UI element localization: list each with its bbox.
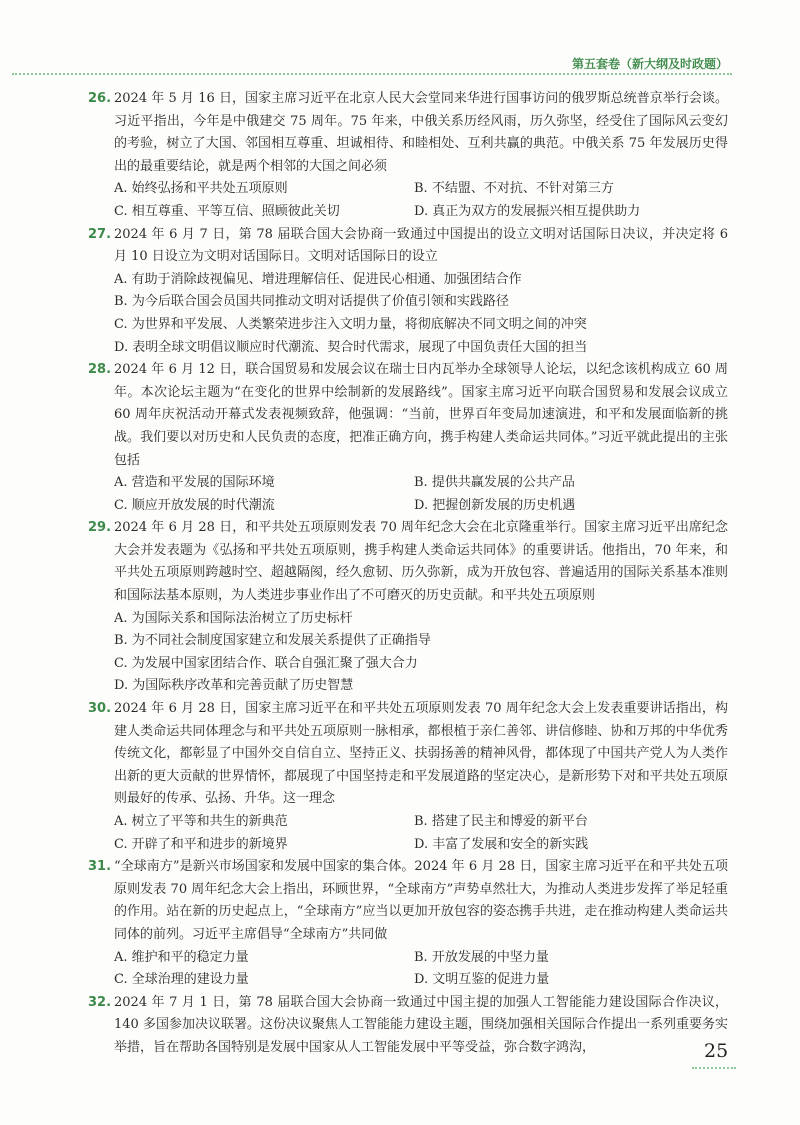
option-b[interactable]: B. 为今后联合国会员国共同推动文明对话提供了价值引领和实践路径 — [114, 294, 509, 310]
option-d[interactable]: D. 文明互鉴的促进力量 — [414, 972, 550, 988]
question-text: 2024 年 6 月 28 日，国家主席习近平在和平共处五项原则发表 70 周年纪念大会上发表重要讲话指出，构建人类命运共同体理念与和平共处五项原则一脉相承，都根植于亲仁善邻、讲信修睦、协和万邦的中华优秀传统文化，都彰显了中国外交自信自立、坚持正义、扶弱扬善的精神风骨，都体现了中国共产党人为人类作出新的更大贡献的世界情怀，都展现了中国坚持走和平发展道路的坚定决心，是新形势下对和平共处五项原则最好的传承、弘扬、升华。这一理念 — [114, 701, 728, 807]
page-number: 25 — [704, 1040, 729, 1062]
options — [88, 178, 728, 223]
question-number: 31. — [88, 859, 112, 875]
option-a[interactable]: A. 营造和平发展的国际环境 — [114, 475, 275, 491]
option-c[interactable]: C. 全球治理的建设力量 — [114, 972, 249, 988]
option-b[interactable]: B. 不结盟、不对抗、不针对第三方 — [414, 181, 614, 197]
option-a[interactable]: A. 树立了平等和共生的新典范 — [114, 814, 288, 829]
question-number: 29. — [88, 520, 112, 536]
question-text: 2024 年 6 月 28 日，和平共处五项原则发表 70 周年纪念大会在北京隆重举行。国家主席习近平出席纪念大会并发表题为《弘扬和平共处五项原则，携手构建人类命运共同体》的重要讲话。他指出，70 年来，和平共处五项原则跨越时空、超越隔阂，经久愈韧、历久弥新，成为开放包容、普遍适用的国际关系基本准则和国际法基本原则，为人类进步事业作出了不可磨灭的历史贡献。和平共处五项原则 — [114, 520, 728, 604]
question-number: 30. — [88, 701, 112, 717]
option-b[interactable]: B. 为不同社会制度国家建立和发展关系提供了正确指导 — [114, 633, 431, 649]
section-title: 第五套卷（新大纲及时政题） — [571, 57, 728, 71]
question-list — [88, 88, 728, 1060]
option-a[interactable]: A. 有助于消除歧视偏见、增进理解信任、促进民心相通、加强团结合作 — [114, 271, 522, 287]
option-a[interactable]: A. 为国际关系和国际法治树立了历史标杆 — [114, 610, 353, 626]
options — [88, 811, 728, 856]
footer-divider — [692, 1067, 736, 1069]
question-32 — [88, 992, 728, 1060]
option-a[interactable]: A. 始终弘扬和平共处五项原则 — [114, 181, 288, 197]
option-b[interactable]: B. 开放发展的中坚力量 — [414, 949, 549, 965]
options — [88, 269, 728, 359]
option-c[interactable]: C. 为发展中国家团结合作、联合自强汇聚了强大合力 — [114, 655, 418, 671]
option-d[interactable]: D. 为国际秩序改革和完善贡献了历史智慧 — [114, 678, 354, 694]
option-c[interactable]: C. 顺应开放发展的时代潮流 — [114, 497, 275, 513]
question-text: 2024 年 6 月 7 日，第 78 届联合国大会协商一致通过中国提出的设立文明对话国际日决议，并决定将 6 月 10 日设立为文明对话国际日。文明对话国际日的设立 — [114, 226, 728, 265]
question-number: 32. — [88, 994, 112, 1010]
question-27 — [88, 224, 728, 360]
header-divider — [12, 73, 732, 75]
question-number: 27. — [88, 226, 112, 242]
question-26 — [88, 88, 728, 224]
question-30 — [88, 698, 728, 856]
option-d[interactable]: D. 把握创新发展的历史机遇 — [414, 497, 576, 513]
question-number: 28. — [88, 362, 112, 378]
question-number: 26. — [88, 91, 112, 106]
option-c[interactable]: C. 相互尊重、平等互信、照顾彼此关切 — [114, 203, 340, 219]
question-31 — [88, 856, 728, 992]
question-29 — [88, 517, 728, 698]
question-text: “全球南方”是新兴市场国家和发展中国家的集合体。2024 年 6 月 28 日，国家主席习近平在和平共处五项原则发表 70 周年纪念大会上指出，环顾世界，“全球南方”声势卓然壮大，为推动人类进步发挥了举足轻重的作用。站在新的历史起点上，“全球南方”应当以更加开放包容的姿态携手共进，走在推动构建人类命运共同体的前列。习近平主席倡导“全球南方”共同做 — [114, 859, 728, 942]
question-28 — [88, 359, 728, 517]
question-text: 2024 年 6 月 12 日，联合国贸易和发展会议在瑞士日内瓦举办全球领导人论坛，以纪念该机构成立 60 周年。本次论坛主题为“在变化的世界中绘制新的发展路线”。国家主席习近平向联合国贸易和发展会议成立 60 周年庆祝活动开幕式发表视频致辞，他强调：“当前，世界百年变局加速演进，和平和发展面临新的挑战。我们要以对历史和人民负责的态度，把准正确方向，携手构建人类命运共同体。”习近平就此提出的主张包括 — [114, 362, 728, 468]
option-c[interactable]: C. 开辟了和平和进步的新境界 — [114, 836, 288, 852]
option-b[interactable]: B. 提供共赢发展的公共产品 — [414, 475, 575, 491]
question-text: 2024 年 5 月 16 日，国家主席习近平在北京人民大会堂同来华进行国事访问的俄罗斯总统普京举行会谈。习近平指出，今年是中俄建交 75 周年。75 年来，中俄关系历经风雨，历久弥坚，经受住了国际风云变幻的考验，树立了大国、邻国相互尊重、坦诚相待、和睦相处、互利共赢的典范。中俄关系 75 年发展历史得出的最重要结论，就是两个相邻的大国之间必须 — [114, 91, 728, 174]
option-b[interactable]: B. 搭建了民主和博爱的新平台 — [414, 814, 588, 829]
options — [88, 472, 728, 517]
option-d[interactable]: D. 真正为双方的发展振兴相互提供助力 — [414, 203, 641, 219]
options — [88, 608, 728, 698]
question-text: 2024 年 7 月 1 日，第 78 届联合国大会协商一致通过中国主提的加强人工智能能力建设国际合作决议，140 多国参加决议联署。这份决议聚焦人工智能能力建设主题，围绕加强相关国际合作提出一系列重要务实举措，旨在帮助各国特别是发展中国家从人工智能发展中平等受益，弥合数字鸿沟， — [114, 994, 728, 1055]
options — [88, 947, 728, 992]
option-d[interactable]: D. 表明全球文明倡议顺应时代潮流、契合时代需求，展现了中国负责任大国的担当 — [114, 339, 588, 355]
option-a[interactable]: A. 维护和平的稳定力量 — [114, 949, 249, 965]
option-c[interactable]: C. 为世界和平发展、人类繁荣进步注入文明力量，将彻底解决不同文明之间的冲突 — [114, 316, 587, 332]
option-d[interactable]: D. 丰富了发展和安全的新实践 — [414, 836, 589, 852]
